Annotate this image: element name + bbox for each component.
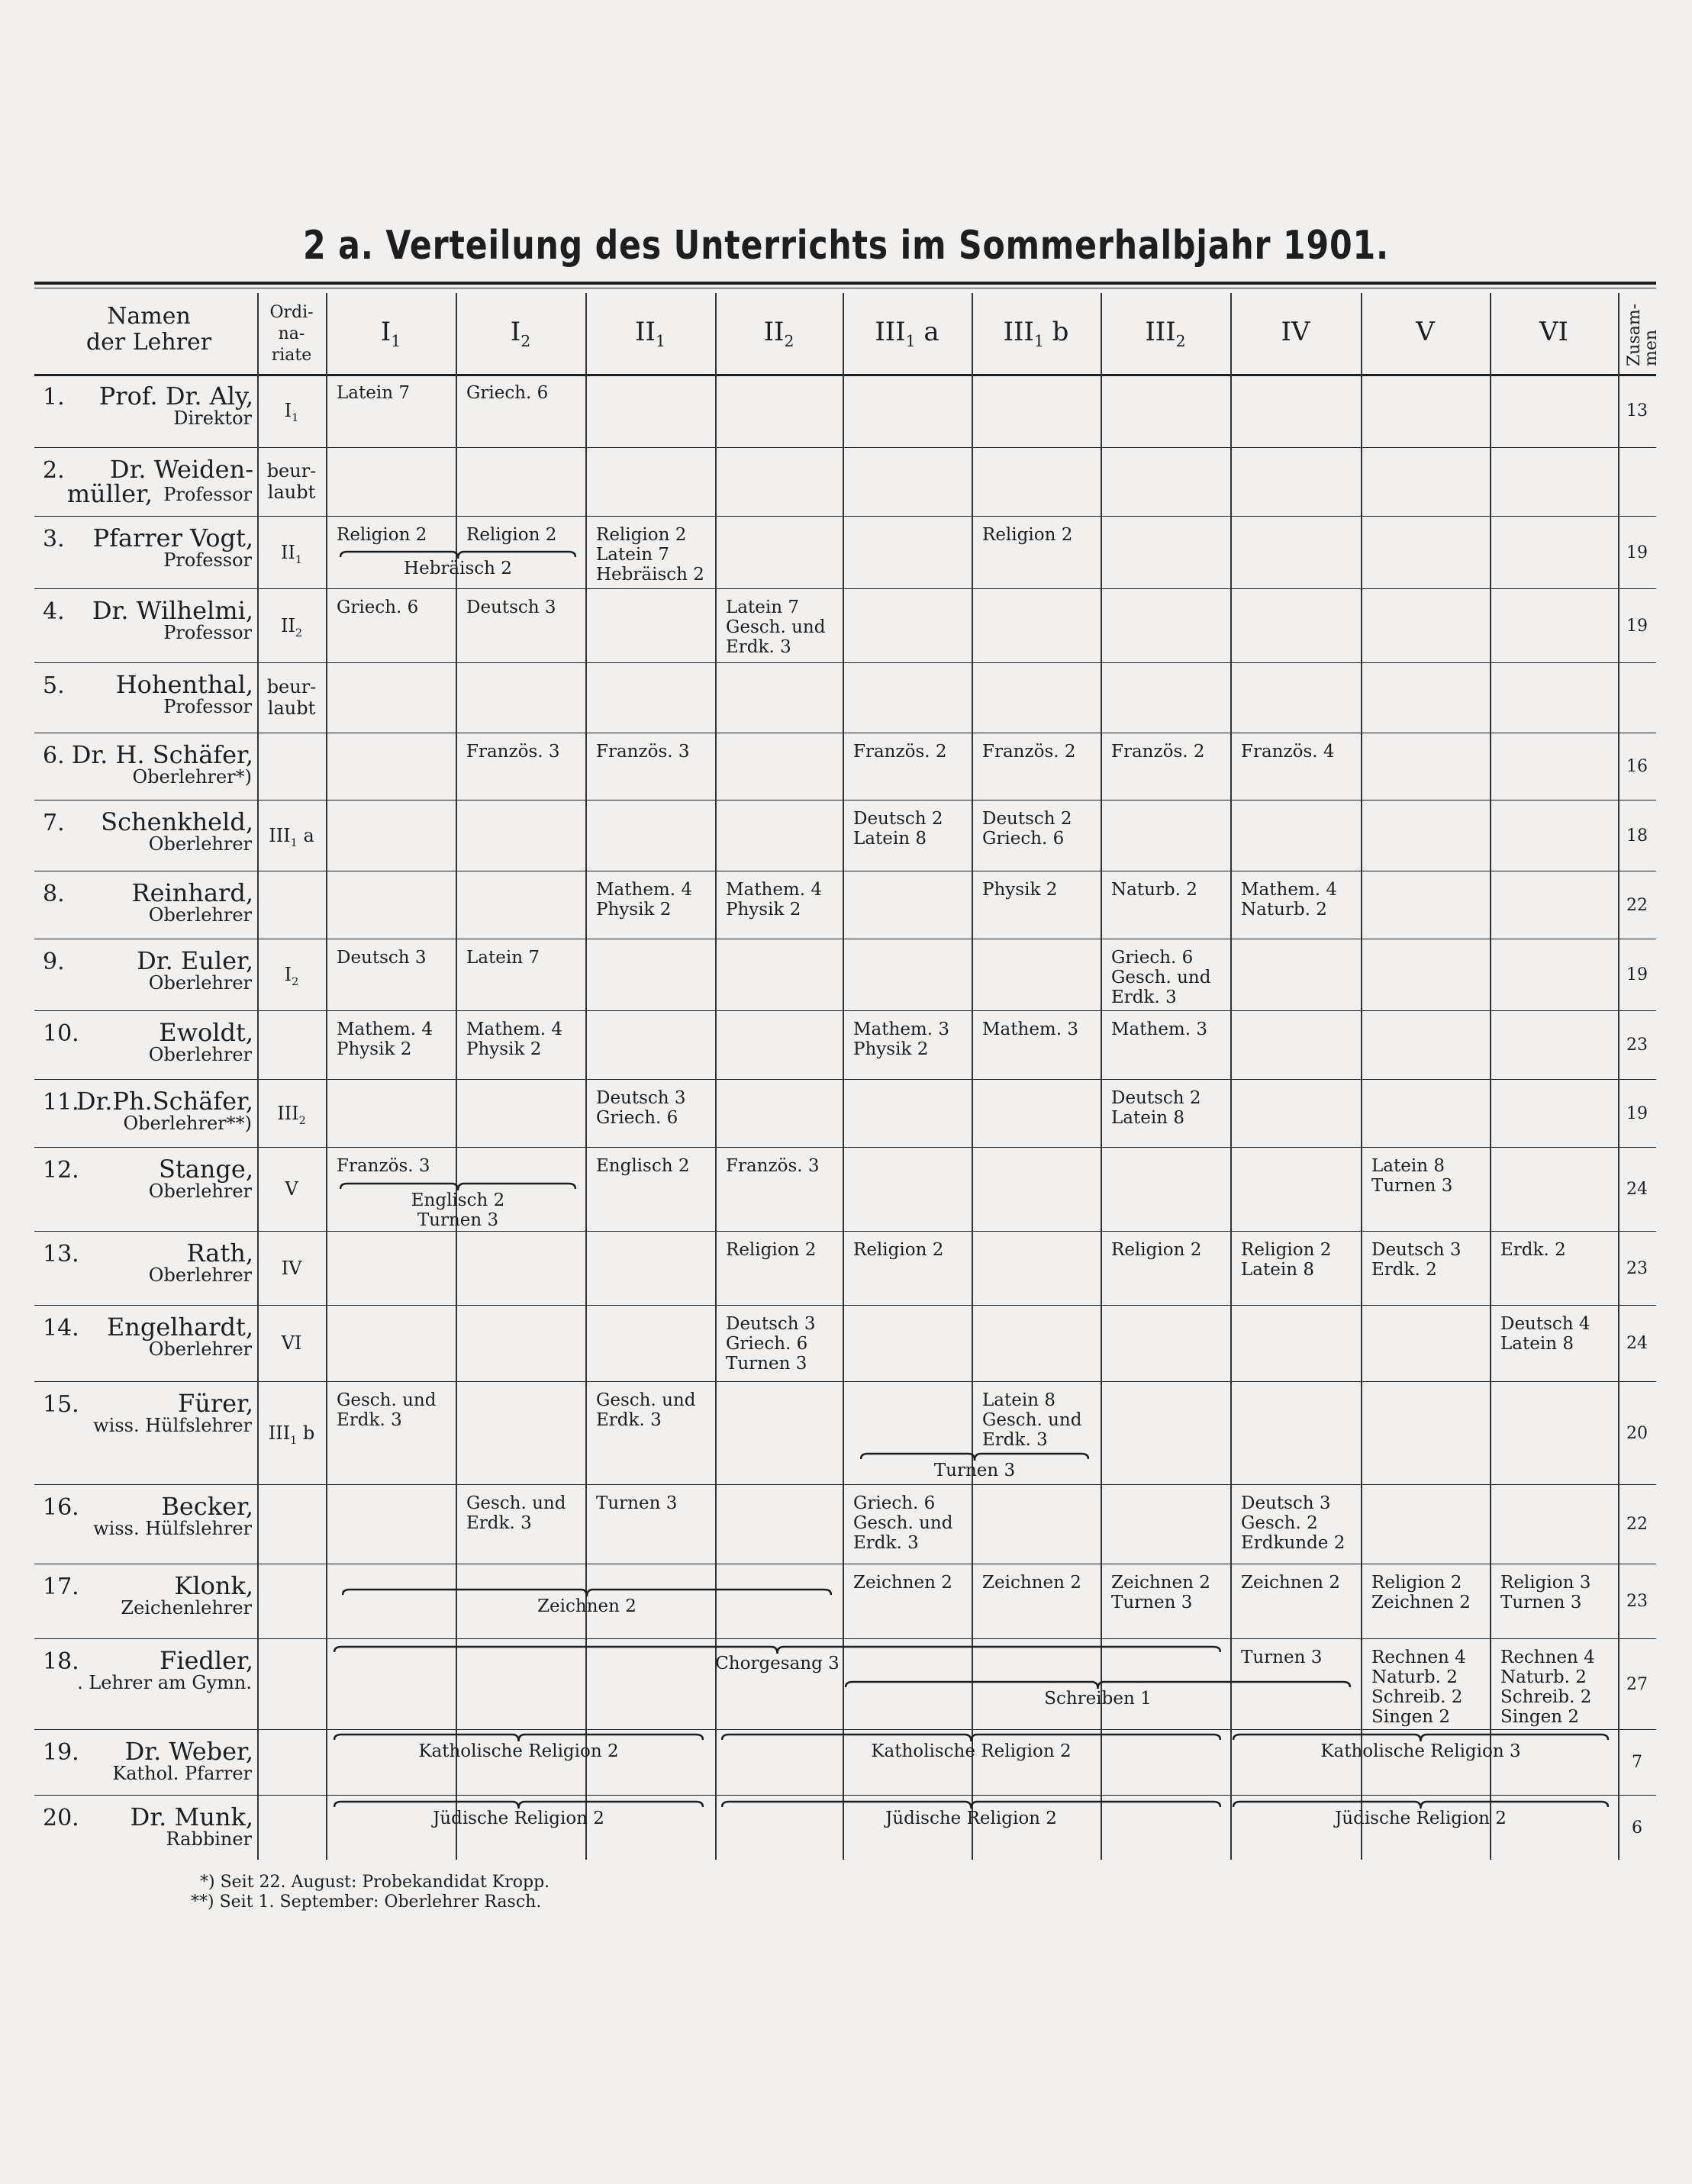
teacher-name: Dr.Ph.Schäfer, bbox=[76, 1087, 253, 1116]
column-rule bbox=[257, 293, 259, 1860]
teacher-name: Hohenthal, bbox=[115, 670, 253, 699]
lesson-cell: Griech. 6 Gesch. und Erdk. 3 bbox=[853, 1493, 953, 1553]
top-rule bbox=[34, 282, 1656, 285]
header-class: $I_2$ bbox=[510, 317, 531, 350]
row-total: 13 bbox=[1626, 401, 1648, 420]
teacher-role: Professor bbox=[163, 549, 252, 571]
lesson-cell: Französ. 3 bbox=[337, 1156, 430, 1176]
row-total: 6 bbox=[1632, 1818, 1642, 1838]
lesson-cell: Religion 2 Latein 8 bbox=[1241, 1240, 1332, 1280]
header-class: $II_2$ bbox=[763, 317, 794, 350]
teacher-number: 7. bbox=[43, 810, 65, 836]
teacher-number: 8. bbox=[43, 881, 65, 907]
teacher-role: Rabbiner bbox=[166, 1828, 252, 1850]
row-total: 22 bbox=[1626, 895, 1648, 915]
teacher-name: Klonk, bbox=[174, 1571, 253, 1600]
header-names: Namen der Lehrer bbox=[85, 303, 212, 356]
lesson-cell: Religion 2 bbox=[982, 525, 1073, 545]
lesson-cell: Mathem. 4 Naturb. 2 bbox=[1241, 880, 1337, 920]
lesson-cell: Zeichnen 2 bbox=[1241, 1573, 1340, 1593]
header-rule bbox=[34, 374, 1656, 376]
header-total: Zusam- men bbox=[1625, 303, 1661, 366]
row-rule bbox=[34, 1231, 1656, 1232]
lesson-cell: Deutsch 3 Griech. 6 bbox=[596, 1088, 686, 1128]
lesson-cell: Griech. 6 bbox=[337, 598, 419, 617]
teacher-name: Engelhardt, bbox=[106, 1313, 253, 1342]
teacher-role: Oberlehrer**) bbox=[123, 1113, 252, 1134]
row-rule bbox=[34, 588, 1656, 589]
row-rule bbox=[34, 1010, 1656, 1011]
lesson-cell: Gesch. und Erdk. 3 bbox=[466, 1493, 566, 1533]
row-total: 19 bbox=[1626, 965, 1648, 984]
teacher-role: Oberlehrer bbox=[148, 1181, 252, 1202]
lesson-cell: Mathem. 3 Physik 2 bbox=[853, 1020, 949, 1059]
ordinariate: $I_1$ bbox=[284, 400, 299, 424]
lesson-cell: Physik 2 bbox=[982, 880, 1058, 900]
span-zeichnen: Zeichnen 2 bbox=[537, 1596, 637, 1616]
teacher-role: Oberlehrer bbox=[148, 1338, 252, 1360]
lesson-cell: Gesch. und Erdk. 3 bbox=[596, 1390, 696, 1430]
ordinariate: IV bbox=[281, 1257, 302, 1279]
lesson-cell: Erdk. 2 bbox=[1500, 1240, 1566, 1260]
row-rule bbox=[34, 1305, 1656, 1306]
teacher-role: Oberlehrer bbox=[148, 1044, 252, 1065]
lesson-cell: Religion 2 bbox=[853, 1240, 944, 1260]
row-total: 22 bbox=[1626, 1515, 1648, 1534]
span-kath-2: Katholische Religion 2 bbox=[871, 1741, 1072, 1761]
row-rule bbox=[34, 1147, 1656, 1148]
row-total: 19 bbox=[1626, 543, 1648, 562]
lesson-cell: Französ. 3 bbox=[466, 742, 560, 762]
teacher-name: Dr. Wilhelmi, bbox=[92, 596, 253, 625]
footnote-1: *) Seit 22. August: Probekandidat Kropp. bbox=[200, 1873, 550, 1892]
column-rule bbox=[715, 293, 717, 1860]
ordinariate: $III_1$ b bbox=[268, 1422, 315, 1447]
lesson-cell: Turnen 3 bbox=[596, 1493, 678, 1513]
column-rule bbox=[1618, 293, 1619, 1860]
lesson-cell: Rechnen 4 Naturb. 2 Schreib. 2 Singen 2 bbox=[1371, 1648, 1466, 1727]
teacher-name: Reinhard, bbox=[131, 878, 253, 907]
teacher-name: Fürer, bbox=[178, 1389, 253, 1418]
lesson-cell: Mathem. 3 bbox=[982, 1020, 1078, 1039]
ordinariate: beur- laubt bbox=[266, 676, 317, 719]
teacher-role: Professor bbox=[163, 696, 252, 717]
ordinariate: $I_2$ bbox=[284, 964, 299, 988]
row-rule bbox=[34, 1795, 1656, 1796]
span-englisch-turnen: Englisch 2 Turnen 3 bbox=[411, 1190, 505, 1230]
span-kath-3: Katholische Religion 3 bbox=[1320, 1741, 1521, 1761]
lesson-cell: Französ. 3 bbox=[726, 1156, 820, 1176]
teacher-name: Schenkheld, bbox=[101, 807, 253, 836]
teacher-number: 20. bbox=[43, 1805, 79, 1831]
teacher-role: Kathol. Pfarrer bbox=[112, 1763, 252, 1784]
lesson-cell: Englisch 2 bbox=[596, 1156, 690, 1176]
teacher-name: Becker, bbox=[161, 1492, 253, 1521]
lesson-cell: Französ. 3 bbox=[596, 742, 690, 762]
lesson-cell: Französ. 2 bbox=[982, 742, 1076, 762]
lesson-cell: Zeichnen 2 Turnen 3 bbox=[1111, 1573, 1210, 1612]
teacher-role: Oberlehrer bbox=[148, 1264, 252, 1286]
lesson-cell: Zeichnen 2 bbox=[853, 1573, 952, 1593]
span-jued-1: Jüdische Religion 2 bbox=[433, 1809, 604, 1828]
lesson-cell: Religion 2 bbox=[726, 1240, 817, 1260]
row-total: 19 bbox=[1626, 616, 1648, 636]
teacher-name: Dr. Munk, bbox=[130, 1802, 253, 1831]
teacher-number: 18. bbox=[43, 1648, 79, 1675]
header-class: $II_1$ bbox=[635, 317, 666, 350]
column-rule bbox=[326, 293, 327, 1860]
lesson-cell: Zeichnen 2 bbox=[982, 1573, 1081, 1593]
column-rule bbox=[585, 293, 587, 1860]
lesson-cell: Griech. 6 bbox=[466, 383, 549, 403]
lesson-cell: Religion 2 Latein 7 Hebräisch 2 bbox=[596, 525, 704, 585]
ordinariate: beur- laubt bbox=[266, 460, 317, 503]
row-rule bbox=[34, 1638, 1656, 1639]
header-class: VI bbox=[1539, 317, 1568, 347]
row-rule bbox=[34, 1484, 1656, 1485]
teacher-name-cont: müller, bbox=[66, 479, 153, 508]
teacher-number: 9. bbox=[43, 949, 65, 975]
lesson-cell: Religion 2 bbox=[1111, 1240, 1202, 1260]
lesson-cell: Griech. 6 Gesch. und Erdk. 3 bbox=[1111, 948, 1211, 1007]
ordinariate: $III_1$ a bbox=[269, 824, 314, 849]
teacher-name: Dr. Euler, bbox=[137, 946, 253, 975]
lesson-cell: Latein 7 bbox=[337, 383, 410, 403]
row-rule bbox=[34, 1381, 1656, 1382]
teacher-name: Ewoldt, bbox=[159, 1018, 253, 1047]
span-chorgesang: Chorgesang 3 bbox=[715, 1654, 840, 1673]
span-hebraeisch: Hebräisch 2 bbox=[404, 559, 512, 578]
lesson-cell: Mathem. 4 Physik 2 bbox=[726, 880, 822, 920]
lesson-cell: Religion 2 bbox=[466, 525, 557, 545]
ordinariate: V bbox=[285, 1178, 298, 1200]
lesson-cell: Deutsch 3 Griech. 6 Turnen 3 bbox=[726, 1314, 816, 1374]
lesson-cell: Deutsch 2 Latein 8 bbox=[853, 809, 943, 849]
teacher-role: wiss. Hülfslehrer bbox=[93, 1518, 252, 1539]
teacher-role: Oberlehrer bbox=[148, 833, 252, 855]
teacher-number: 14. bbox=[43, 1315, 79, 1342]
column-rule bbox=[1361, 293, 1362, 1860]
teacher-number: 6. bbox=[43, 742, 65, 769]
lesson-cell: Naturb. 2 bbox=[1111, 880, 1197, 900]
teacher-number: 19. bbox=[43, 1739, 79, 1766]
span-schreiben: Schreiben 1 bbox=[1044, 1689, 1152, 1709]
teacher-number: 13. bbox=[43, 1241, 79, 1268]
teacher-number: 17. bbox=[43, 1574, 79, 1600]
teacher-number: 16. bbox=[43, 1494, 79, 1521]
row-total: 19 bbox=[1626, 1103, 1648, 1123]
row-total: 24 bbox=[1626, 1334, 1648, 1353]
teacher-role: Oberlehrer bbox=[148, 972, 252, 994]
row-rule bbox=[34, 447, 1656, 448]
teacher-number: 3. bbox=[43, 526, 65, 552]
header-class: IV bbox=[1281, 317, 1310, 347]
teacher-name: Dr. Weiden- bbox=[109, 455, 253, 484]
teacher-number: 10. bbox=[43, 1020, 79, 1047]
span-jued-2: Jüdische Religion 2 bbox=[885, 1809, 1057, 1828]
lesson-cell: Französ. 2 bbox=[853, 742, 947, 762]
row-rule bbox=[34, 1079, 1656, 1080]
row-total: 27 bbox=[1626, 1674, 1648, 1694]
teacher-role: Professor bbox=[163, 622, 252, 643]
row-rule bbox=[34, 1729, 1656, 1730]
row-total: 16 bbox=[1626, 757, 1648, 776]
teacher-name: Dr. H. Schäfer, bbox=[71, 740, 253, 769]
header-ordinariate: Ordi- na- riate bbox=[269, 303, 314, 365]
lesson-cell: Religion 2 bbox=[337, 525, 427, 545]
lesson-cell: Deutsch 3 Erdk. 2 bbox=[1371, 1240, 1462, 1280]
teacher-number: 11. bbox=[43, 1089, 79, 1116]
column-rule bbox=[843, 293, 844, 1860]
lesson-cell: Mathem. 3 bbox=[1111, 1020, 1207, 1039]
teacher-role: . Lehrer am Gymn. bbox=[77, 1672, 252, 1693]
lesson-cell: Mathem. 4 Physik 2 bbox=[337, 1020, 433, 1059]
teacher-number: 4. bbox=[43, 598, 65, 625]
lesson-cell: Latein 7 Gesch. und Erdk. 3 bbox=[726, 598, 826, 657]
lesson-cell: Französ. 2 bbox=[1111, 742, 1205, 762]
row-total: 24 bbox=[1626, 1180, 1648, 1199]
teacher-name: Stange, bbox=[158, 1155, 253, 1184]
teacher-name: Dr. Weber, bbox=[124, 1737, 253, 1766]
span-turnen: Turnen 3 bbox=[933, 1461, 1016, 1480]
lesson-cell: Deutsch 4 Latein 8 bbox=[1500, 1314, 1590, 1354]
lesson-cell: Mathem. 4 Physik 2 bbox=[466, 1020, 562, 1059]
row-rule bbox=[34, 662, 1656, 663]
row-total: 23 bbox=[1626, 1258, 1648, 1278]
span-jued-3: Jüdische Religion 2 bbox=[1335, 1809, 1507, 1828]
lesson-cell: Gesch. und Erdk. 3 bbox=[337, 1390, 437, 1430]
header-class: $III_2$ bbox=[1145, 317, 1186, 350]
lesson-cell: Latein 8 Turnen 3 bbox=[1371, 1156, 1453, 1196]
row-total: 18 bbox=[1626, 826, 1648, 846]
lesson-cell: Deutsch 2 Griech. 6 bbox=[982, 809, 1072, 849]
lesson-cell: Deutsch 3 bbox=[466, 598, 556, 617]
page-title: 2 a. Verteilung des Unterrichts im Sommerhalbjahr 1901. bbox=[302, 223, 1389, 269]
teacher-role: wiss. Hülfslehrer bbox=[93, 1415, 252, 1436]
lesson-cell: Rechnen 4 Naturb. 2 Schreib. 2 Singen 2 bbox=[1500, 1648, 1595, 1727]
column-rule bbox=[1230, 293, 1232, 1860]
teacher-name: Rath, bbox=[186, 1239, 253, 1268]
lesson-cell: Latein 8 Gesch. und Erdk. 3 bbox=[982, 1390, 1082, 1450]
lesson-cell: Turnen 3 bbox=[1241, 1648, 1323, 1667]
ordinariate: $III_2$ bbox=[277, 1102, 306, 1127]
teacher-name: Pfarrer Vogt, bbox=[92, 523, 253, 552]
ordinariate: $II_2$ bbox=[280, 614, 303, 639]
lesson-cell: Deutsch 3 bbox=[337, 948, 427, 968]
teacher-role: Professor bbox=[163, 484, 252, 505]
teacher-number: 1. bbox=[43, 384, 65, 411]
teacher-role: Oberlehrer*) bbox=[132, 766, 252, 788]
column-rule bbox=[1101, 293, 1102, 1860]
teacher-number: 5. bbox=[43, 672, 65, 699]
lesson-cell: Religion 3 Turnen 3 bbox=[1500, 1573, 1591, 1612]
lesson-cell: Deutsch 3 Gesch. 2 Erdkunde 2 bbox=[1241, 1493, 1346, 1553]
teacher-number: 15. bbox=[43, 1391, 79, 1418]
teacher-role: Zeichenlehrer bbox=[121, 1597, 252, 1619]
teacher-number: 12. bbox=[43, 1157, 79, 1184]
teacher-role: Direktor bbox=[173, 407, 252, 429]
span-kath-1: Katholische Religion 2 bbox=[418, 1741, 619, 1761]
lesson-cell: Französ. 4 bbox=[1241, 742, 1335, 762]
teacher-name: Prof. Dr. Aly, bbox=[98, 382, 253, 411]
header-class: $I_1$ bbox=[380, 317, 401, 350]
lesson-cell: Mathem. 4 Physik 2 bbox=[596, 880, 692, 920]
lesson-cell: Religion 2 Zeichnen 2 bbox=[1371, 1573, 1471, 1612]
ordinariate: $II_1$ bbox=[280, 541, 303, 566]
footnote-2: **) Seit 1. September: Oberlehrer Rasch. bbox=[191, 1892, 542, 1912]
row-total: 20 bbox=[1626, 1423, 1648, 1443]
ordinariate: VI bbox=[281, 1332, 302, 1354]
row-rule bbox=[34, 516, 1656, 517]
column-rule bbox=[1490, 293, 1491, 1860]
row-total: 7 bbox=[1632, 1753, 1642, 1772]
teacher-number: 2. bbox=[43, 457, 65, 484]
header-class: $III_1$ a bbox=[875, 317, 939, 350]
header-class: V bbox=[1416, 317, 1435, 347]
row-total: 23 bbox=[1626, 1036, 1648, 1055]
row-total: 23 bbox=[1626, 1592, 1648, 1611]
column-rule bbox=[972, 293, 973, 1860]
lesson-cell: Deutsch 2 Latein 8 bbox=[1111, 1088, 1201, 1128]
lesson-cell: Latein 7 bbox=[466, 948, 540, 968]
teacher-role: Oberlehrer bbox=[148, 904, 252, 926]
header-class: $III_1$ b bbox=[1003, 317, 1069, 350]
column-rule bbox=[456, 293, 457, 1860]
teacher-name: Fiedler, bbox=[160, 1646, 253, 1675]
